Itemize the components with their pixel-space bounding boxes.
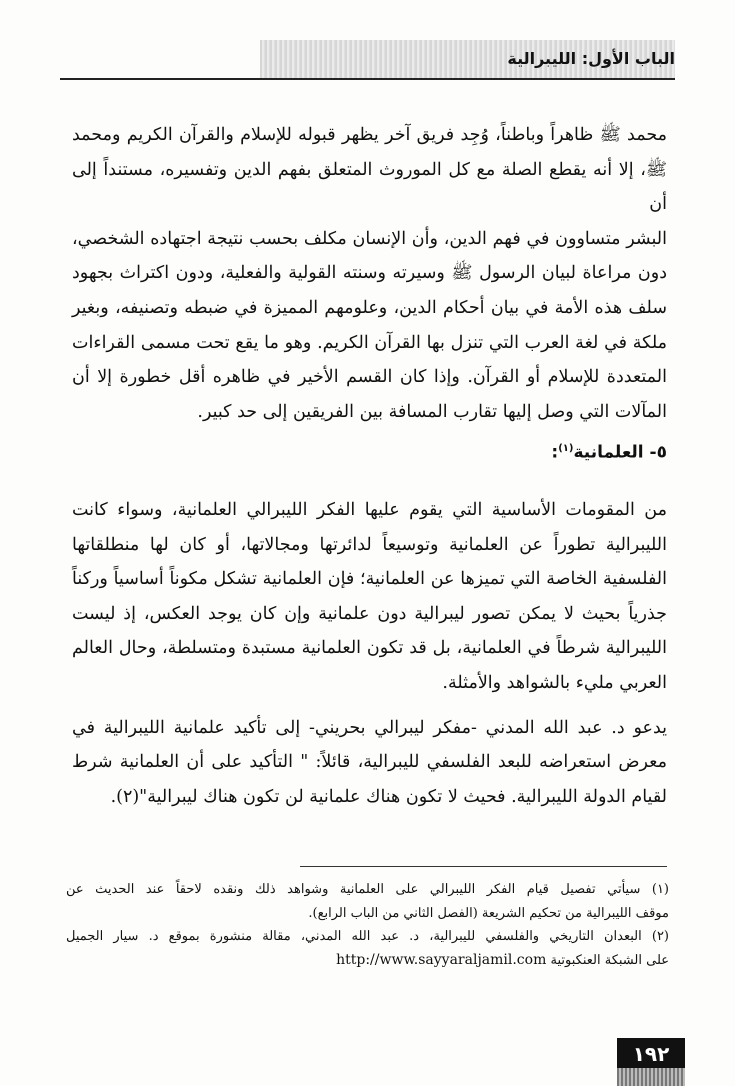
running-title: الباب الأول: الليبرالية: [507, 49, 675, 68]
footnote-link[interactable]: http://www.sayyaraljamil.com: [336, 951, 547, 968]
footnote-line: (٢) البعدان التاريخي والفلسفي لليبرالية، د. عبد الله المدني، مقالة منشورة بموقع د. سيار الجميل: [66, 929, 669, 944]
text-line: من المقومات الأساسية التي يقوم عليها الفكر الليبرالي العلمانية، وسواء كانت: [72, 500, 667, 520]
text-line: يدعو د. عبد الله المدني -مفكر ليبرالي بحريني- إلى تأكيد علمانية الليبرالية في: [72, 717, 667, 738]
page-body: [72, 118, 667, 814]
section-heading: [72, 433, 667, 469]
text-line: المتعددة للإسلام أو القرآن. وإذا كان القسم الأخير في ظاهره أقل خطورة إلا أن: [72, 367, 667, 388]
text-line: الفلسفية الخاصة التي تميزها عن العلمانية؛ فإن العلمانية تشكل مكوناً أساسياً وركناً: [72, 569, 667, 590]
paragraph-2: [72, 493, 667, 701]
text-line: ﷺ، إلا أنه يقطع الصلة مع كل الموروث المتعلق بفهم الدين وتفسيره، مستنداً إلى أن: [72, 159, 667, 215]
paragraph-1: [72, 118, 667, 429]
text-line: الليبرالية شرطاً في العلمانية، بل قد تكون العلمانية مستبدة ومتسلطة، وحال العالم: [72, 638, 667, 659]
text-line: دون مراعاة لبيان الرسول ﷺ وسيرته وسنته القولية والفعلية، ودون اكتراث بجهود: [72, 263, 667, 284]
text-line: ملكة في لغة العرب التي تنزل بها القرآن الكريم. وهو ما يقع تحت مسمى القراءات: [72, 332, 667, 353]
text-line: معرض استعراضه للبعد الفلسفي لليبرالية، قائلاً: " التأكيد على أن العلمانية شرط: [72, 752, 667, 773]
text-line: البشر متساوون في فهم الدين، وأن الإنسان مكلف بحسب نتيجة اجتهاده الشخصي،: [72, 228, 667, 249]
paragraph-3: [72, 711, 667, 815]
section-title: ٥- العلمانية: [573, 443, 667, 463]
footnote-ref: (١): [558, 443, 574, 455]
text-line: العربي مليء بالشواهد والأمثلة.: [442, 672, 667, 693]
footnote-text: على الشبكة العنكبوتية: [550, 952, 669, 968]
text-line: لقيام الدولة الليبرالية. فحيث لا تكون هناك علمانية لن تكون هناك ليبرالية"(٢).: [110, 786, 667, 807]
footnote-rule: [300, 866, 667, 867]
footnote-line: موقف الليبرالية من تحكيم الشريعة (الفصل الثاني من الباب الرابع).: [308, 905, 669, 921]
text-line: محمد ﷺ ظاهراً وباطناً، وُجِد فريق آخر يظهر قبوله للإسلام والقرآن الكريم ومحمد: [72, 125, 667, 145]
footnote-line: [66, 949, 669, 973]
text-line: الليبرالية تطوراً عن العلمانية وتوسيعاً لدائرتها ومجالاتها، أو كان لها منطلقاتها: [72, 534, 667, 555]
footnote-line: (١) سيأتي تفصيل قيام الفكر الليبرالي على العلمانية وشواهد ذلك ونقده لاحقاً عند الحديث عن: [66, 882, 669, 897]
heading-colon: :: [551, 443, 559, 463]
page-number: ١٩٢: [617, 1038, 685, 1070]
page-number-texture: [617, 1068, 685, 1086]
text-line: المآلات التي وصل إليها تقارب المسافة بين الفريقين إلى حد كبير.: [197, 401, 667, 422]
text-line: جذرياً بحيث لا يمكن تصور ليبرالية دون علمانية وإن كان يوجد العكس، إذ ليست: [72, 603, 667, 624]
header-rule: [60, 78, 675, 80]
footnotes: [66, 878, 669, 972]
text-line: سلف هذه الأمة في بيان أحكام الدين، وعلومهم المميزة في ضبطه وتصنيفه، وبغير: [72, 297, 667, 318]
